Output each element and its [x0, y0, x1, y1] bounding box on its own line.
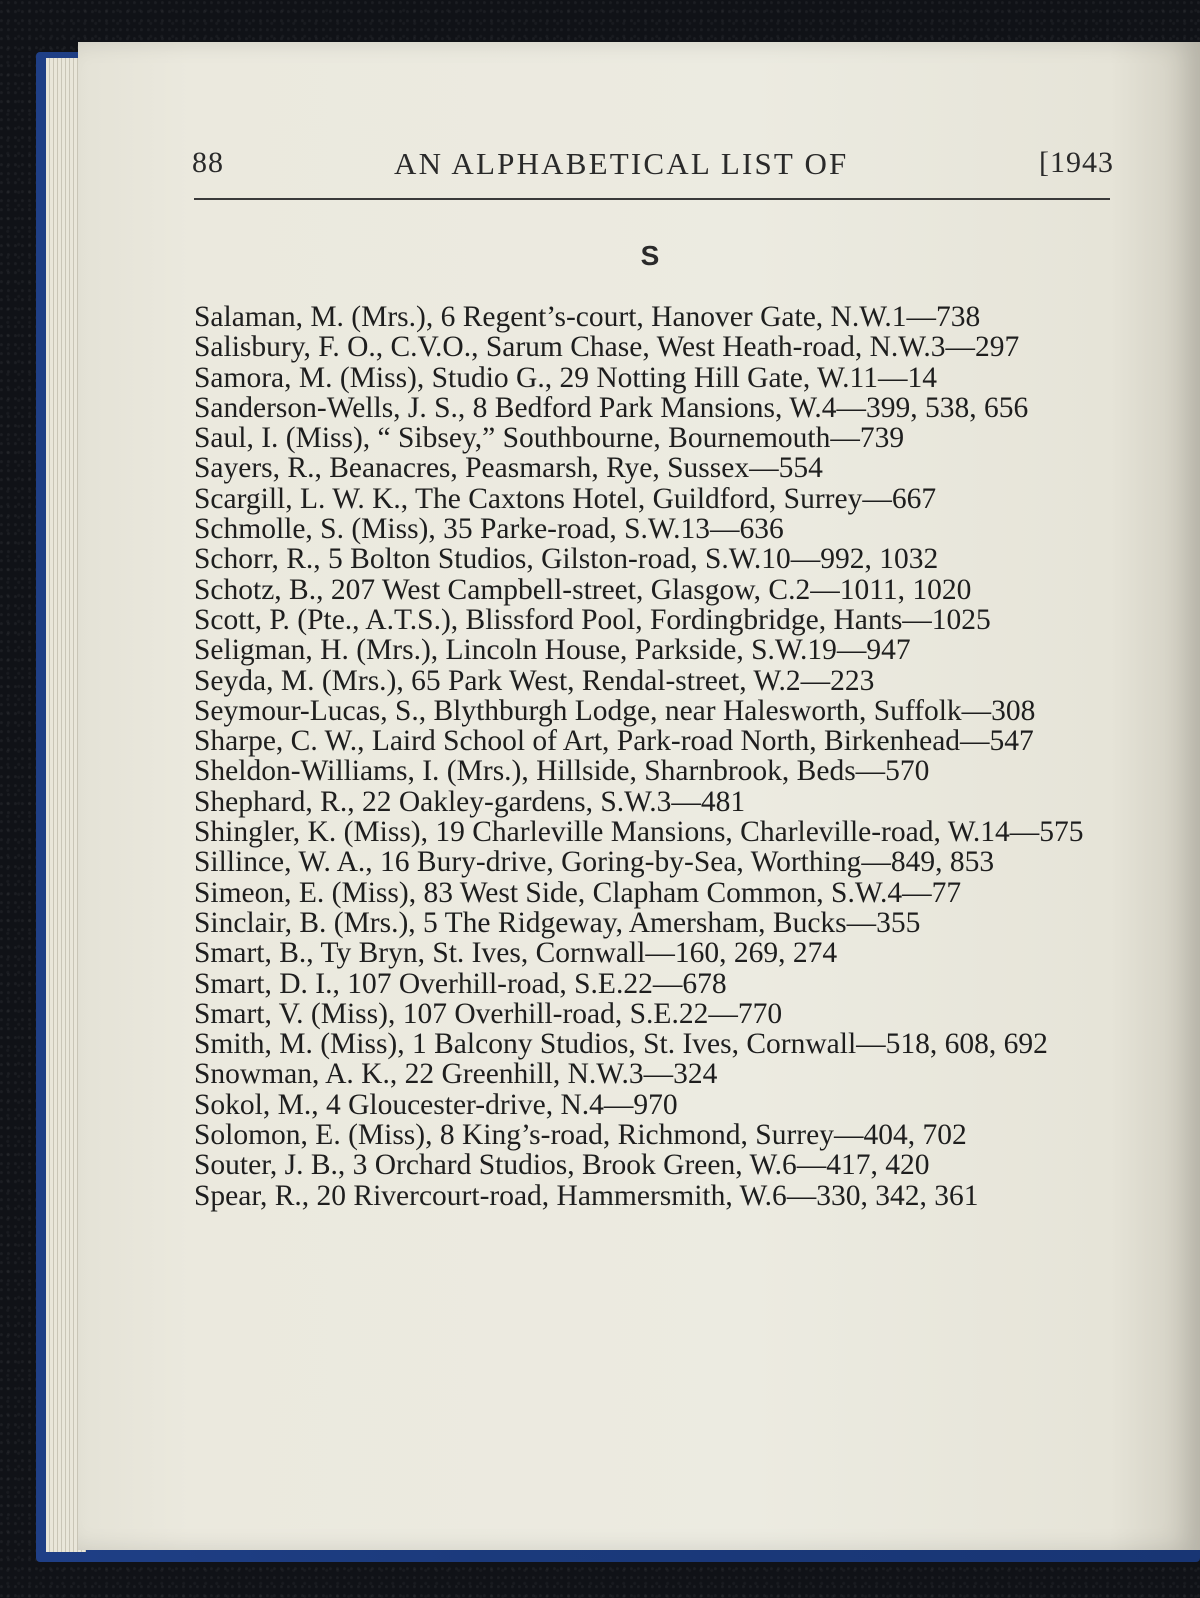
- list-item: Sanderson-Wells, J. S., 8 Bedford Park Mansions, W.4—399, 538, 656: [194, 391, 1029, 424]
- running-head: [192, 146, 1114, 190]
- section-letter: S: [640, 240, 660, 271]
- page-number: 88: [192, 146, 224, 179]
- list-item: Simeon, E. (Miss), 83 West Side, Clapham Common, S.W.4—77: [194, 876, 962, 909]
- list-item: Smart, V. (Miss), 107 Overhill-road, S.E.22—770: [194, 997, 783, 1030]
- list-item: Shephard, R., 22 Oakley-gardens, S.W.3—481: [194, 785, 746, 818]
- list-item: Sheldon-Williams, I. (Mrs.), Hillside, Sharnbrook, Beds—570: [194, 755, 930, 788]
- list-item: Schorr, R., 5 Bolton Studios, Gilston-road, S.W.10—992, 1032: [194, 543, 939, 576]
- list-item: Scott, P. (Pte., A.T.S.), Blissford Pool, Fordingbridge, Hants—1025: [194, 603, 991, 636]
- list-item: Smart, D. I., 107 Overhill-road, S.E.22—678: [194, 967, 727, 1000]
- list-item: Seligman, H. (Mrs.), Lincoln House, Parkside, S.W.19—947: [194, 634, 911, 667]
- list-item: Saul, I. (Miss), “ Sibsey,” Southbourne, Bournemouth—739: [194, 422, 905, 455]
- list-item: Shingler, K. (Miss), 19 Charleville Mansions, Charleville-road, W.14—575: [194, 816, 1084, 849]
- list-item: Snowman, A. K., 22 Greenhill, N.W.3—324: [194, 1058, 718, 1091]
- list-item: Salaman, M. (Mrs.), 6 Regent’s-court, Hanover Gate, N.W.1—738: [194, 301, 981, 333]
- list-item: Spear, R., 20 Rivercourt-road, Hammersmith, W.6—330, 342, 361: [194, 1179, 979, 1212]
- list-item: Schotz, B., 207 West Campbell-street, Glasgow, C.2—1011, 1020: [194, 573, 972, 606]
- list-item: Smith, M. (Miss), 1 Balcony Studios, St. Ives, Cornwall—518, 608, 692: [194, 1028, 1048, 1061]
- list-item: Smart, B., Ty Bryn, St. Ives, Cornwall—160, 269, 274: [194, 937, 838, 970]
- list-item: Scargill, L. W. K., The Caxtons Hotel, Guildford, Surrey—667: [194, 482, 937, 515]
- list-item: Schmolle, S. (Miss), 35 Parke-road, S.W.13—636: [194, 513, 784, 546]
- list-item: Sinclair, B. (Mrs.), 5 The Ridgeway, Amersham, Bucks—355: [194, 906, 921, 939]
- entry-list: [194, 302, 1156, 1211]
- list-item: Sillince, W. A., 16 Bury-drive, Goring-by-Sea, Worthing—849, 853: [194, 846, 995, 879]
- running-title: AN ALPHABETICAL LIST OF: [394, 146, 849, 181]
- list-item: Sayers, R., Beanacres, Peasmarsh, Rye, Sussex—554: [194, 452, 823, 485]
- header-rule: [194, 198, 1110, 200]
- list-item: Seyda, M. (Mrs.), 65 Park West, Rendal-street, W.2—223: [194, 664, 875, 697]
- list-item: Sharpe, C. W., Laird School of Art, Park-road North, Birkenhead—547: [194, 725, 1034, 758]
- list-item: Souter, J. B., 3 Orchard Studios, Brook Green, W.6—417, 420: [194, 1149, 930, 1182]
- running-year: [1943: [1039, 146, 1114, 179]
- list-item: Salisbury, F. O., C.V.O., Sarum Chase, West Heath-road, N.W.3—297: [194, 331, 1020, 364]
- list-item: Samora, M. (Miss), Studio G., 29 Notting Hill Gate, W.11—14: [194, 361, 937, 394]
- list-item: Solomon, E. (Miss), 8 King’s-road, Richmond, Surrey—404, 702: [194, 1119, 967, 1152]
- list-item: Sokol, M., 4 Gloucester-drive, N.4—970: [194, 1088, 678, 1121]
- list-item: Seymour-Lucas, S., Blythburgh Lodge, near Halesworth, Suffolk—308: [194, 694, 1036, 727]
